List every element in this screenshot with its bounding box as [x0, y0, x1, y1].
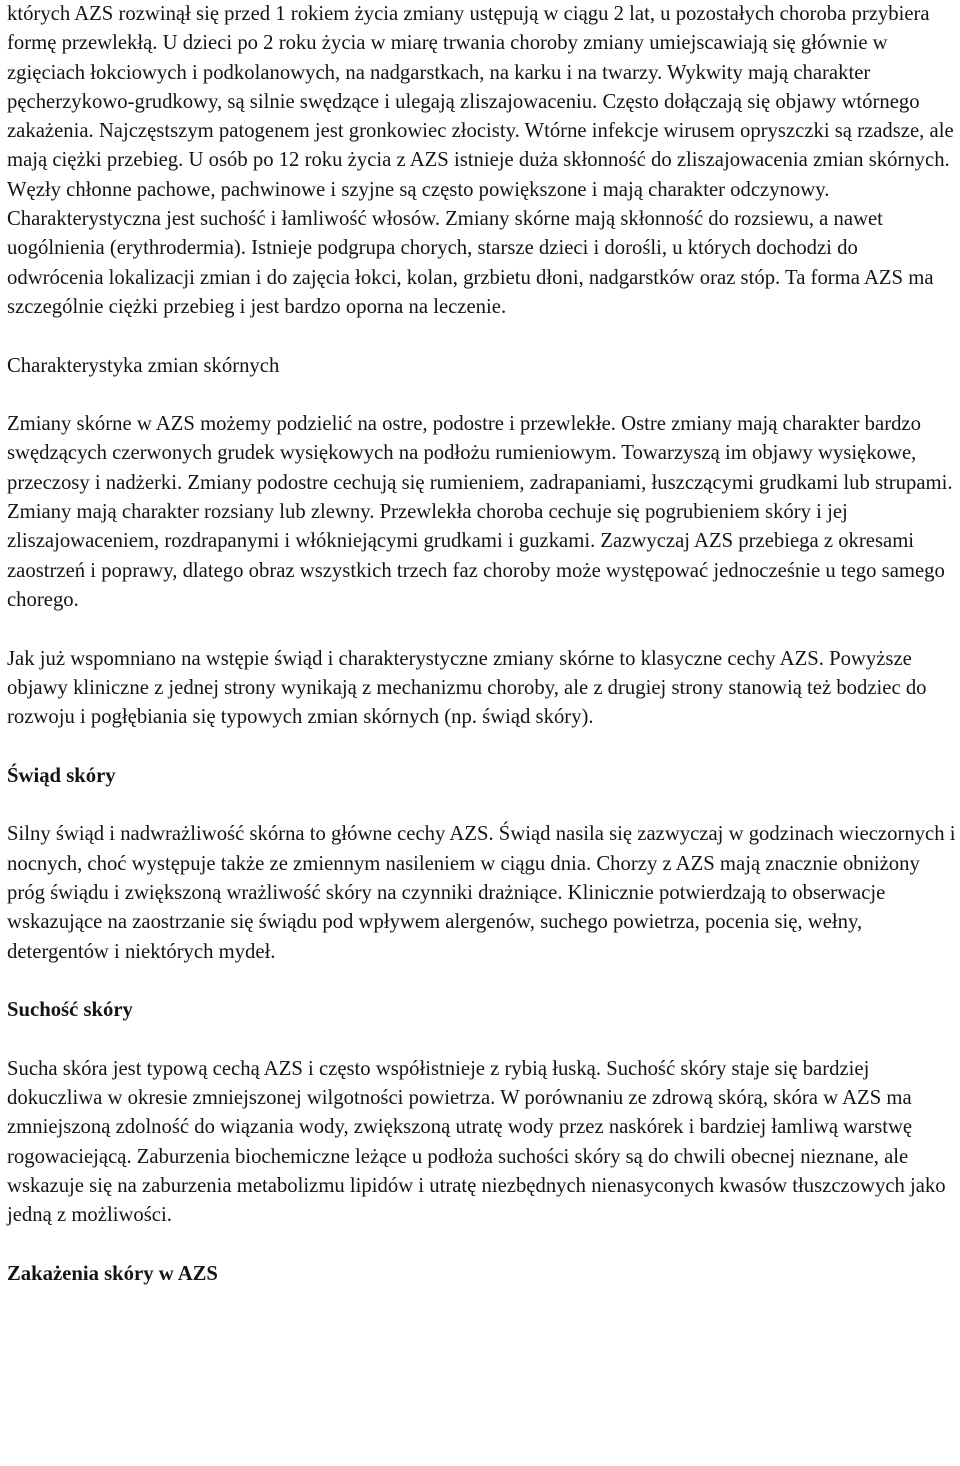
spacer: [7, 381, 957, 410]
section-heading-itch: Świąd skóry: [7, 764, 116, 787]
document-page: [7, 0, 957, 1289]
summary-paragraph: Jak już wspomniano na wstępie świąd i charakterystyczne zmiany skórne to klasyczne cechy AZS. Powyższe objawy kliniczne z jednej strony wynikają z mechanizmu choroby, ale z drugiej strony stanowią też bodziec do rozwoju i pogłębiania się typowych zmian skórnych (np. świąd skóry).: [7, 647, 927, 729]
characteristics-paragraph: Zmiany skórne w AZS możemy podzielić na ostre, podostre i przewlekłe. Ostre zmiany mają charakter bardzo swędzących czerwonych grudek wysiękowych na podłożu rumieniowym. Towarzyszą im objawy wysiękowe, przeczosy i nadżerki. Zmiany podostre cechują się rumieniem, zadrapaniami, łuszczącymi grudkami lub strupami. Zmiany mają charakter rozsiany lub zlewny. Przewlekła choroba cechuje się pogrubieniem skóry i jej zliszajowaceniem, rozdrapanymi i włókniejącymi grudkami i guzkami. Zazwyczaj AZS przebiega z okresami zaostrzeń i poprawy, dlatego obraz wszystkich trzech faz choroby może występować jednocześnie u tego samego chorego.: [7, 413, 953, 611]
section-heading-characteristics: Charakterystyka zmian skórnych: [7, 354, 280, 377]
section-heading-dryness: Suchość skóry: [7, 999, 133, 1022]
spacer: [7, 1025, 957, 1054]
spacer: [7, 322, 957, 351]
dryness-paragraph: Sucha skóra jest typową cechą AZS i często współistnieje z rybią łuską. Suchość skóry staje się bardziej dokuczliwa w okresie zmniejszonej wilgotności powietrza. W porównaniu ze zdrową skórą, skóra w AZS ma zmniejszoną zdolność do wiązania wody, zwiększoną utratę wody przez naskórek i bardziej łamliwą warstwę rogowaciejącą. Zaburzenia biochemiczne leżące u podłoża suchości skóry są do chwili obecnej nieznane, ale wskazuje się na zaburzenia metabolizmu lipidów i utratę niezbędnych nienasyconych kwasów tłuszczowych jako jedną z możliwości.: [7, 1057, 946, 1227]
spacer: [7, 1230, 957, 1259]
spacer: [7, 967, 957, 996]
spacer: [7, 791, 957, 820]
intro-paragraph: których AZS rozwinął się przed 1 rokiem życia zmiany ustępują w ciągu 2 lat, u pozostałych choroba przybiera formę przewlekłą. U dzieci po 2 roku życia w miarę trwania choroby zmiany umiejscawiają się głównie w zgięciach łokciowych i podkolanowych, na nadgarstkach, na karku i na twarzy. Wykwity mają charakter pęcherzykowo-grudkowy, są silnie swędzące i ulegają zliszajowaceniu. Często dołączają się objawy wtórnego zakażenia. Najczęstszym patogenem jest gronkowiec złocisty. Wtórne infekcje wirusem opryszczki są rzadsze, ale mają ciężki przebieg. U osób po 12 roku życia z AZS istnieje duża skłonność do zliszajowacenia zmian skórnych. Węzły chłonne pachowe, pachwinowe i szyjne są często powiększone i mają charakter odczynowy. Charakterystyczna jest suchość i łamliwość włosów. Zmiany skórne mają skłonność do rozsiewu, a nawet uogólnienia (erythrodermia). Istnieje podgrupa chorych, starsze dzieci i dorośli, u których dochodzi do odwrócenia lokalizacji zmian i do zajęcia łokci, kolan, grzbietu dłoni, nadgarstków oraz stóp. Ta forma AZS ma szczególnie ciężki przebieg i jest bardzo oporna na leczenie.: [7, 3, 954, 318]
itch-paragraph: Silny świąd i nadwrażliwość skórna to główne cechy AZS. Świąd nasila się zazwyczaj w godzinach wieczornych i nocnych, choć występuje także ze zmiennym nasileniem w ciągu dnia. Chorzy z AZS mają znacznie obniżony próg świądu i zwiększoną wrażliwość skóry na czynniki drażniące. Klinicznie potwierdzają to obserwacje wskazujące na zaostrzanie się świądu pod wpływem alergenów, suchego powietrza, pocenia się, wełny, detergentów i niektórych mydeł.: [7, 823, 956, 963]
spacer: [7, 615, 957, 644]
section-heading-infections: Zakażenia skóry w AZS: [7, 1262, 218, 1285]
spacer: [7, 732, 957, 761]
